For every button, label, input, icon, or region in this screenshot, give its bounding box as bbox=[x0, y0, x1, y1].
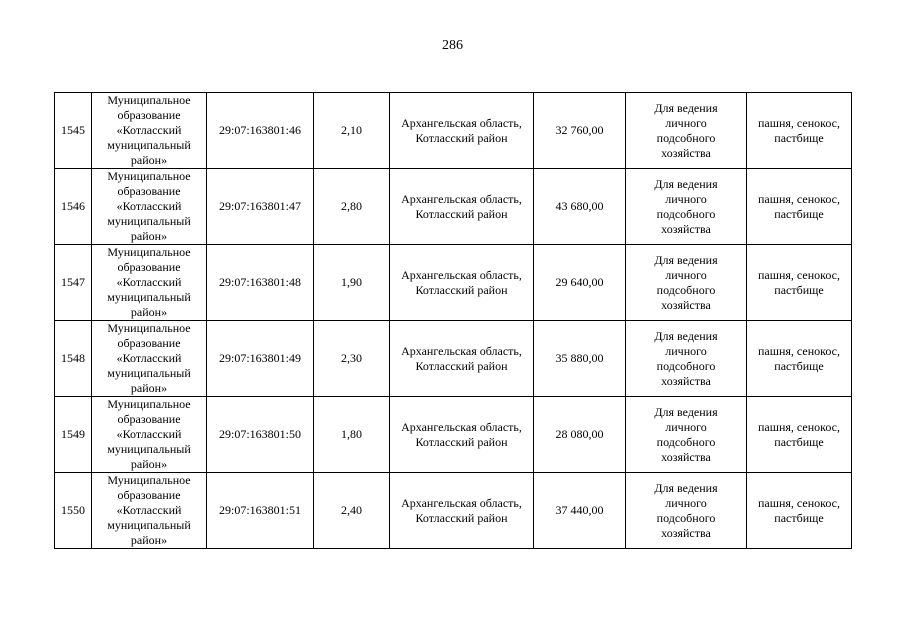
permitted-use-line: личного bbox=[665, 191, 707, 206]
permitted-use-line: хозяйства bbox=[661, 525, 711, 540]
location-line: Котласский район bbox=[415, 130, 508, 145]
owner-line: образование bbox=[117, 488, 181, 502]
table-row bbox=[55, 169, 852, 245]
location-line: Котласский район bbox=[415, 206, 508, 221]
owner-line: Муниципальное bbox=[107, 93, 191, 107]
permitted-use-line: личного bbox=[665, 115, 707, 130]
row-number-cell bbox=[55, 473, 92, 549]
owner-line: «Котласский bbox=[116, 503, 182, 517]
owner-line: «Котласский bbox=[116, 351, 182, 365]
land-use-type-line: пастбище bbox=[774, 510, 824, 525]
owner-line: муниципальный bbox=[107, 442, 191, 456]
location-line: Архангельская область, bbox=[401, 495, 522, 510]
permitted-use-cell bbox=[626, 93, 747, 169]
area-text: 2,80 bbox=[341, 199, 362, 213]
row-number-text: 1548 bbox=[61, 351, 85, 365]
location-line: Архангельская область, bbox=[401, 267, 522, 282]
land-use-type-cell bbox=[747, 321, 852, 397]
permitted-use-line: подсобного bbox=[656, 510, 716, 525]
cadastral-number-text: 29:07:163801:47 bbox=[218, 199, 301, 213]
owner-line: «Котласский bbox=[116, 199, 182, 213]
permitted-use-cell bbox=[626, 245, 747, 321]
permitted-use-line: подсобного bbox=[656, 434, 716, 449]
owner-line: Муниципальное bbox=[107, 169, 191, 183]
row-number-cell bbox=[55, 93, 92, 169]
owner-line: образование bbox=[117, 412, 181, 426]
table-row bbox=[55, 245, 852, 321]
location-line: Архангельская область, bbox=[401, 343, 522, 358]
cadastral-number-text: 29:07:163801:46 bbox=[218, 123, 301, 137]
permitted-use-line: Для ведения bbox=[654, 404, 718, 419]
owner-line: образование bbox=[117, 260, 181, 274]
cadastral-value-cell bbox=[534, 321, 626, 397]
land-use-type-cell bbox=[747, 169, 852, 245]
cadastral-number-cell bbox=[207, 93, 314, 169]
row-number-cell bbox=[55, 169, 92, 245]
owner-line: образование bbox=[117, 184, 181, 198]
owner-cell bbox=[92, 397, 207, 473]
location-line: Архангельская область, bbox=[401, 191, 522, 206]
owner-cell bbox=[92, 321, 207, 397]
cadastral-value-text: 35 880,00 bbox=[555, 351, 604, 365]
permitted-use-cell bbox=[626, 321, 747, 397]
owner-line: муниципальный bbox=[107, 518, 191, 532]
table-row bbox=[55, 473, 852, 549]
permitted-use-line: хозяйства bbox=[661, 297, 711, 312]
land-use-type-line: пашня, сенокос, bbox=[758, 343, 840, 358]
row-number-cell bbox=[55, 321, 92, 397]
land-use-type-line: пашня, сенокос, bbox=[758, 191, 840, 206]
land-use-type-line: пастбище bbox=[774, 282, 824, 297]
cadastral-value-cell bbox=[534, 93, 626, 169]
owner-line: район» bbox=[130, 533, 168, 547]
area-cell bbox=[314, 321, 390, 397]
permitted-use-line: Для ведения bbox=[654, 100, 718, 115]
area-cell bbox=[314, 169, 390, 245]
permitted-use-line: подсобного bbox=[656, 130, 716, 145]
owner-line: «Котласский bbox=[116, 275, 182, 289]
owner-line: «Котласский bbox=[116, 123, 182, 137]
permitted-use-line: личного bbox=[665, 343, 707, 358]
cadastral-value-text: 28 080,00 bbox=[555, 427, 604, 441]
permitted-use-line: личного bbox=[665, 419, 707, 434]
cadastral-number-cell bbox=[207, 473, 314, 549]
area-text: 1,80 bbox=[341, 427, 362, 441]
location-line: Котласский район bbox=[415, 358, 508, 373]
cadastral-value-text: 29 640,00 bbox=[555, 275, 604, 289]
owner-line: Муниципальное bbox=[107, 245, 191, 259]
cadastral-value-text: 37 440,00 bbox=[555, 503, 604, 517]
land-use-type-line: пашня, сенокос, bbox=[758, 267, 840, 282]
location-cell bbox=[390, 169, 534, 245]
location-cell bbox=[390, 93, 534, 169]
area-cell bbox=[314, 473, 390, 549]
land-use-type-cell bbox=[747, 397, 852, 473]
owner-line: Муниципальное bbox=[107, 397, 191, 411]
cadastral-value-cell bbox=[534, 245, 626, 321]
owner-line: образование bbox=[117, 336, 181, 350]
owner-line: район» bbox=[130, 457, 168, 471]
area-text: 2,30 bbox=[341, 351, 362, 365]
permitted-use-line: Для ведения bbox=[654, 480, 718, 495]
owner-line: район» bbox=[130, 229, 168, 243]
land-use-type-line: пастбище bbox=[774, 130, 824, 145]
permitted-use-cell bbox=[626, 169, 747, 245]
cadastral-number-text: 29:07:163801:48 bbox=[218, 275, 301, 289]
owner-line: «Котласский bbox=[116, 427, 182, 441]
owner-line: образование bbox=[117, 108, 181, 122]
permitted-use-cell bbox=[626, 473, 747, 549]
location-line: Котласский район bbox=[415, 434, 508, 449]
location-cell bbox=[390, 321, 534, 397]
permitted-use-line: Для ведения bbox=[654, 176, 718, 191]
owner-line: муниципальный bbox=[107, 214, 191, 228]
land-use-type-cell bbox=[747, 245, 852, 321]
cadastral-number-cell bbox=[207, 169, 314, 245]
permitted-use-cell bbox=[626, 397, 747, 473]
table-row bbox=[55, 321, 852, 397]
land-use-type-line: пашня, сенокос, bbox=[758, 495, 840, 510]
cadastral-number-text: 29:07:163801:51 bbox=[218, 503, 301, 517]
location-cell bbox=[390, 397, 534, 473]
cadastral-value-text: 43 680,00 bbox=[555, 199, 604, 213]
owner-line: Муниципальное bbox=[107, 473, 191, 487]
permitted-use-line: хозяйства bbox=[661, 221, 711, 236]
land-use-type-cell bbox=[747, 473, 852, 549]
row-number-cell bbox=[55, 397, 92, 473]
location-line: Архангельская область, bbox=[401, 419, 522, 434]
land-use-type-line: пастбище bbox=[774, 434, 824, 449]
owner-line: район» bbox=[130, 153, 168, 167]
permitted-use-line: Для ведения bbox=[654, 252, 718, 267]
owner-line: Муниципальное bbox=[107, 321, 191, 335]
cadastral-number-cell bbox=[207, 245, 314, 321]
permitted-use-line: подсобного bbox=[656, 358, 716, 373]
permitted-use-line: хозяйства bbox=[661, 449, 711, 464]
table-body bbox=[55, 93, 852, 549]
permitted-use-line: личного bbox=[665, 495, 707, 510]
area-text: 2,40 bbox=[341, 503, 362, 517]
permitted-use-line: хозяйства bbox=[661, 145, 711, 160]
cadastral-value-text: 32 760,00 bbox=[555, 123, 604, 137]
owner-cell bbox=[92, 245, 207, 321]
permitted-use-line: подсобного bbox=[656, 206, 716, 221]
land-use-type-line: пастбище bbox=[774, 358, 824, 373]
permitted-use-line: подсобного bbox=[656, 282, 716, 297]
owner-cell bbox=[92, 473, 207, 549]
cadastral-value-cell bbox=[534, 169, 626, 245]
row-number-text: 1549 bbox=[61, 427, 85, 441]
area-cell bbox=[314, 397, 390, 473]
cadastral-number-text: 29:07:163801:49 bbox=[218, 351, 301, 365]
land-use-type-cell bbox=[747, 93, 852, 169]
land-use-type-line: пастбище bbox=[774, 206, 824, 221]
row-number-cell bbox=[55, 245, 92, 321]
table-row bbox=[55, 397, 852, 473]
owner-line: муниципальный bbox=[107, 138, 191, 152]
location-cell bbox=[390, 245, 534, 321]
cadastral-value-cell bbox=[534, 473, 626, 549]
owner-line: район» bbox=[130, 305, 168, 319]
land-plots-table bbox=[54, 92, 852, 549]
area-text: 2,10 bbox=[341, 123, 362, 137]
permitted-use-line: Для ведения bbox=[654, 328, 718, 343]
permitted-use-line: хозяйства bbox=[661, 373, 711, 388]
cadastral-value-cell bbox=[534, 397, 626, 473]
row-number-text: 1550 bbox=[61, 503, 85, 517]
row-number-text: 1547 bbox=[61, 275, 85, 289]
area-cell bbox=[314, 245, 390, 321]
cadastral-number-cell bbox=[207, 321, 314, 397]
owner-line: муниципальный bbox=[107, 366, 191, 380]
permitted-use-line: личного bbox=[665, 267, 707, 282]
cadastral-number-cell bbox=[207, 397, 314, 473]
table-row bbox=[55, 93, 852, 169]
owner-line: район» bbox=[130, 381, 168, 395]
row-number-text: 1546 bbox=[61, 199, 85, 213]
owner-cell bbox=[92, 93, 207, 169]
area-cell bbox=[314, 93, 390, 169]
row-number-text: 1545 bbox=[61, 123, 85, 137]
location-line: Котласский район bbox=[415, 282, 508, 297]
owner-cell bbox=[92, 169, 207, 245]
location-line: Котласский район bbox=[415, 510, 508, 525]
cadastral-number-text: 29:07:163801:50 bbox=[218, 427, 301, 441]
location-cell bbox=[390, 473, 534, 549]
land-use-type-line: пашня, сенокос, bbox=[758, 419, 840, 434]
page-number: 286 bbox=[442, 38, 463, 53]
location-line: Архангельская область, bbox=[401, 115, 522, 130]
owner-line: муниципальный bbox=[107, 290, 191, 304]
land-use-type-line: пашня, сенокос, bbox=[758, 115, 840, 130]
area-text: 1,90 bbox=[341, 275, 362, 289]
